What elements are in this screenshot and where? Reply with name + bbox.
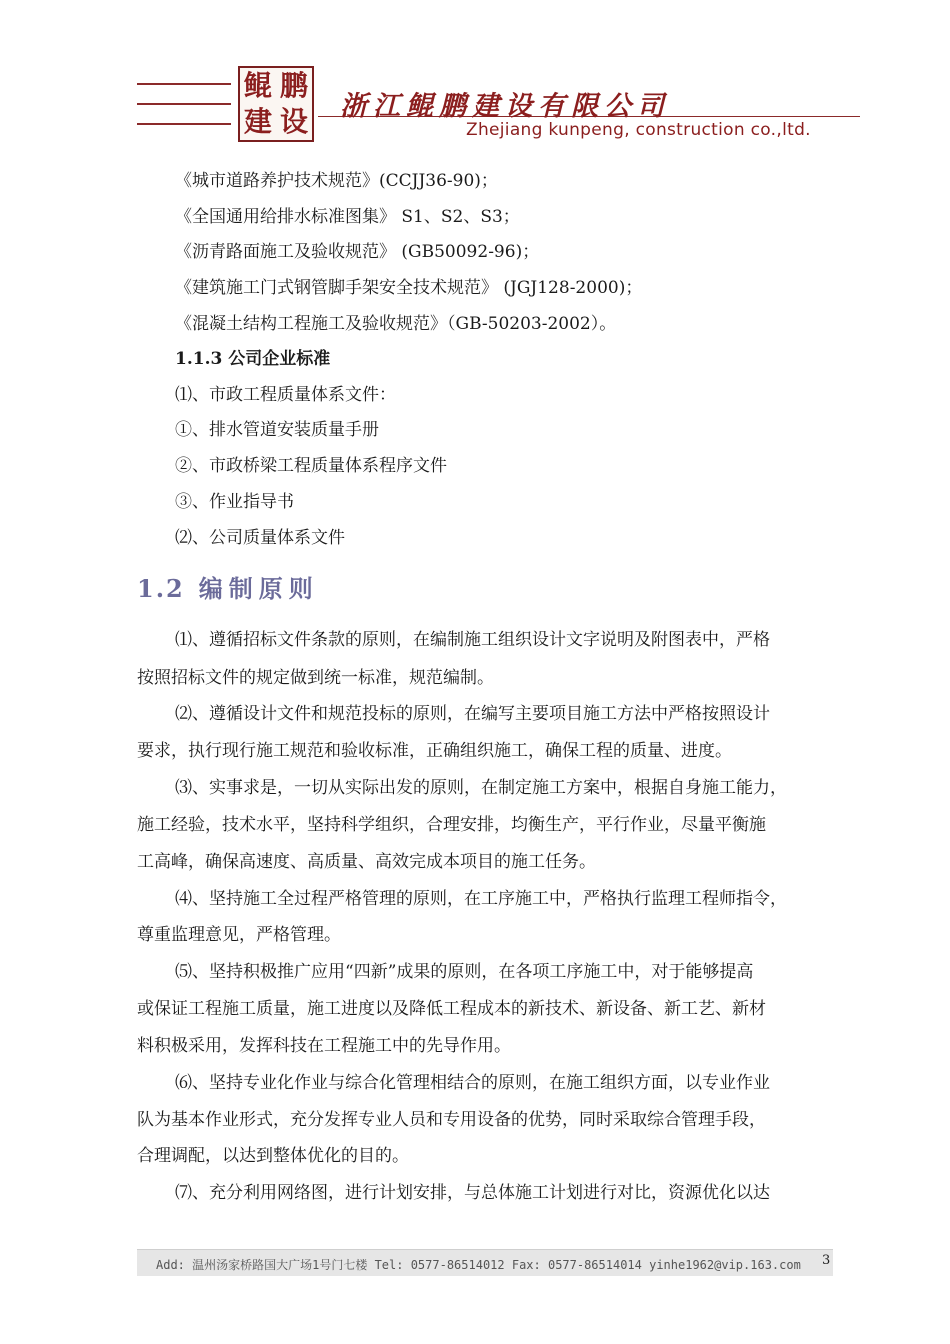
- header-rule-2: [137, 103, 231, 105]
- list-item: ③、作业指导书: [175, 492, 294, 512]
- paragraph-line: 要求，执行现行施工规范和验收标准，正确组织施工，确保工程的质量、进度。: [137, 741, 732, 761]
- paragraph-line: 合理调配，以达到整体优化的目的。: [137, 1146, 409, 1166]
- paragraph-line: 按照招标文件的规定做到统一标准，规范编制。: [137, 668, 494, 688]
- company-logo: [238, 66, 314, 142]
- logo-char: 鹏: [279, 69, 308, 102]
- header-rule-1: [137, 83, 231, 85]
- standard-item: 《建筑施工门式钢管脚手架安全技术规范》 (JGJ128-2000)；: [175, 278, 643, 298]
- subsection-heading: 1.1.3 公司企业标准: [175, 349, 331, 369]
- standard-item: 《沥青路面施工及验收规范》 (GB50092-96)；: [175, 242, 540, 262]
- logo-char: 设: [279, 105, 308, 138]
- section-heading: [137, 569, 319, 604]
- list-item: ⑴、市政工程质量体系文件：: [175, 385, 396, 405]
- paragraph-line: ⑷、坚持施工全过程严格管理的原则，在工序施工中，严格执行监理工程师指令，: [175, 889, 787, 909]
- paragraph-line: ⑹、坚持专业化作业与综合化管理相结合的原则，在施工组织方面，以专业作业: [175, 1073, 770, 1093]
- logo-char: 建: [243, 105, 272, 138]
- paragraph-line: 或保证工程施工质量，施工进度以及降低工程成本的新技术、新设备、新工艺、新材: [137, 999, 766, 1019]
- paragraph-line: ⑴、遵循招标文件条款的原则，在编制施工组织设计文字说明及附图表中，严格: [175, 630, 770, 650]
- paragraph-line: 施工经验，技术水平，坚持科学组织，合理安排，均衡生产，平行作业，尽量平衡施: [137, 815, 766, 835]
- section-number: 1.2: [137, 574, 185, 603]
- paragraph-line: ⑺、充分利用网络图，进行计划安排，与总体施工计划进行对比，资源优化以达: [175, 1183, 770, 1203]
- paragraph-line: ⑸、坚持积极推广应用“四新”成果的原则，在各项工序施工中，对于能够提高: [175, 962, 754, 982]
- paragraph-line: 队为基本作业形式，充分发挥专业人员和专用设备的优势，同时采取综合管理手段，: [137, 1110, 766, 1130]
- standard-item: 《全国通用给排水标准图集》 S1、S2、S3；: [175, 207, 520, 227]
- header-rule-3: [137, 123, 231, 125]
- paragraph-line: 料积极采用，发挥科技在工程施工中的先导作用。: [137, 1036, 511, 1056]
- standard-item: 《混凝土结构工程施工及验收规范》（GB-50203-2002）。: [175, 314, 617, 334]
- list-item: ⑵、公司质量体系文件: [175, 528, 345, 548]
- section-title: 编制原则: [198, 574, 319, 603]
- company-name-cn: 浙江鲲鹏建设有限公司: [340, 91, 670, 122]
- paragraph-line: 工高峰，确保高速度、高质量、高效完成本项目的施工任务。: [137, 852, 596, 872]
- page-number: 3: [822, 1253, 831, 1268]
- paragraph-line: 尊重监理意见，严格管理。: [137, 925, 341, 945]
- logo-char: 鲲: [243, 69, 272, 102]
- company-name-en: Zhejiang kunpeng, construction co.,ltd.: [466, 120, 811, 140]
- footer-contact: Add: 温州汤家桥路国大广场1号门七楼 Tel: 0577-86514012 Fax: 0577-86514014 yinhe1962@vip.163.com: [156, 1258, 801, 1272]
- list-item: ②、市政桥梁工程质量体系程序文件: [175, 456, 447, 476]
- list-item: ①、排水管道安装质量手册: [175, 420, 379, 440]
- paragraph-line: ⑶、实事求是，一切从实际出发的原则，在制定施工方案中，根据自身施工能力，: [175, 778, 787, 798]
- paragraph-line: ⑵、遵循设计文件和规范投标的原则，在编写主要项目施工方法中严格按照设计: [175, 704, 770, 724]
- standard-item: 《城市道路养护技术规范》(CCJJ36-90)；: [175, 171, 498, 191]
